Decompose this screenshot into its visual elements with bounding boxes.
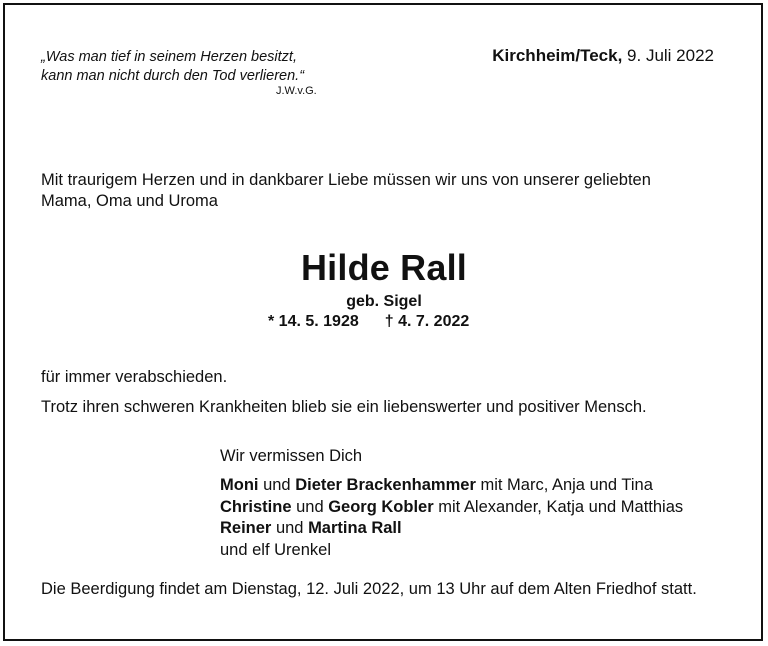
family-list xyxy=(220,475,683,561)
family-line xyxy=(220,497,683,519)
family-name: Reiner xyxy=(220,519,272,537)
farewell-text: für immer verabschieden. xyxy=(41,368,228,386)
life-dates xyxy=(268,313,469,331)
family-connector: und xyxy=(271,519,309,537)
death-date: † 4. 7. 2022 xyxy=(384,313,470,330)
place: Kirchheim/Teck, xyxy=(492,46,623,65)
intro-text xyxy=(41,170,651,212)
family-name: Dieter Brackenhammer xyxy=(295,476,476,494)
quote xyxy=(41,48,304,86)
deceased-name: Hilde Rall xyxy=(300,247,468,288)
family-name: Christine xyxy=(220,497,292,516)
quote-line-1: „Was man tief in seinem Herzen besitzt, xyxy=(41,49,297,65)
tribute-text: Trotz ihren schweren Krankheiten blieb sie ein liebenswerter und positiver Mensch. xyxy=(41,398,647,416)
family-rest: mit Marc, Anja und Tina xyxy=(475,476,653,494)
family-connector: und xyxy=(258,476,296,494)
date: 9. Juli 2022 xyxy=(627,46,714,65)
family-line-last: und elf Urenkel xyxy=(220,540,331,559)
family-name: Moni xyxy=(220,476,259,494)
intro-line-2: Mama, Oma und Uroma xyxy=(41,192,218,210)
birth-date: * 14. 5. 1928 xyxy=(268,313,359,330)
family-connector: und xyxy=(291,497,329,516)
family-rest: mit Alexander, Katja und Matthias xyxy=(433,497,684,516)
miss-you-text: Wir vermissen Dich xyxy=(220,447,363,465)
place-date xyxy=(492,46,714,66)
quote-author: J.W.v.G. xyxy=(276,85,317,97)
family-line xyxy=(220,475,683,497)
quote-line-2: kann man nicht durch den Tod verlieren.“ xyxy=(41,68,305,84)
family-name: Georg Kobler xyxy=(328,497,434,516)
funeral-text: Die Beerdigung findet am Dienstag, 12. Juli 2022, um 13 Uhr auf dem Alten Friedhof statt. xyxy=(41,580,697,598)
family-name: Martina Rall xyxy=(308,519,402,537)
intro-line-1: Mit traurigem Herzen und in dankbarer Liebe müssen wir uns von unserer geliebten xyxy=(41,171,651,189)
maiden-name: geb. Sigel xyxy=(346,293,422,310)
family-line xyxy=(220,518,683,540)
